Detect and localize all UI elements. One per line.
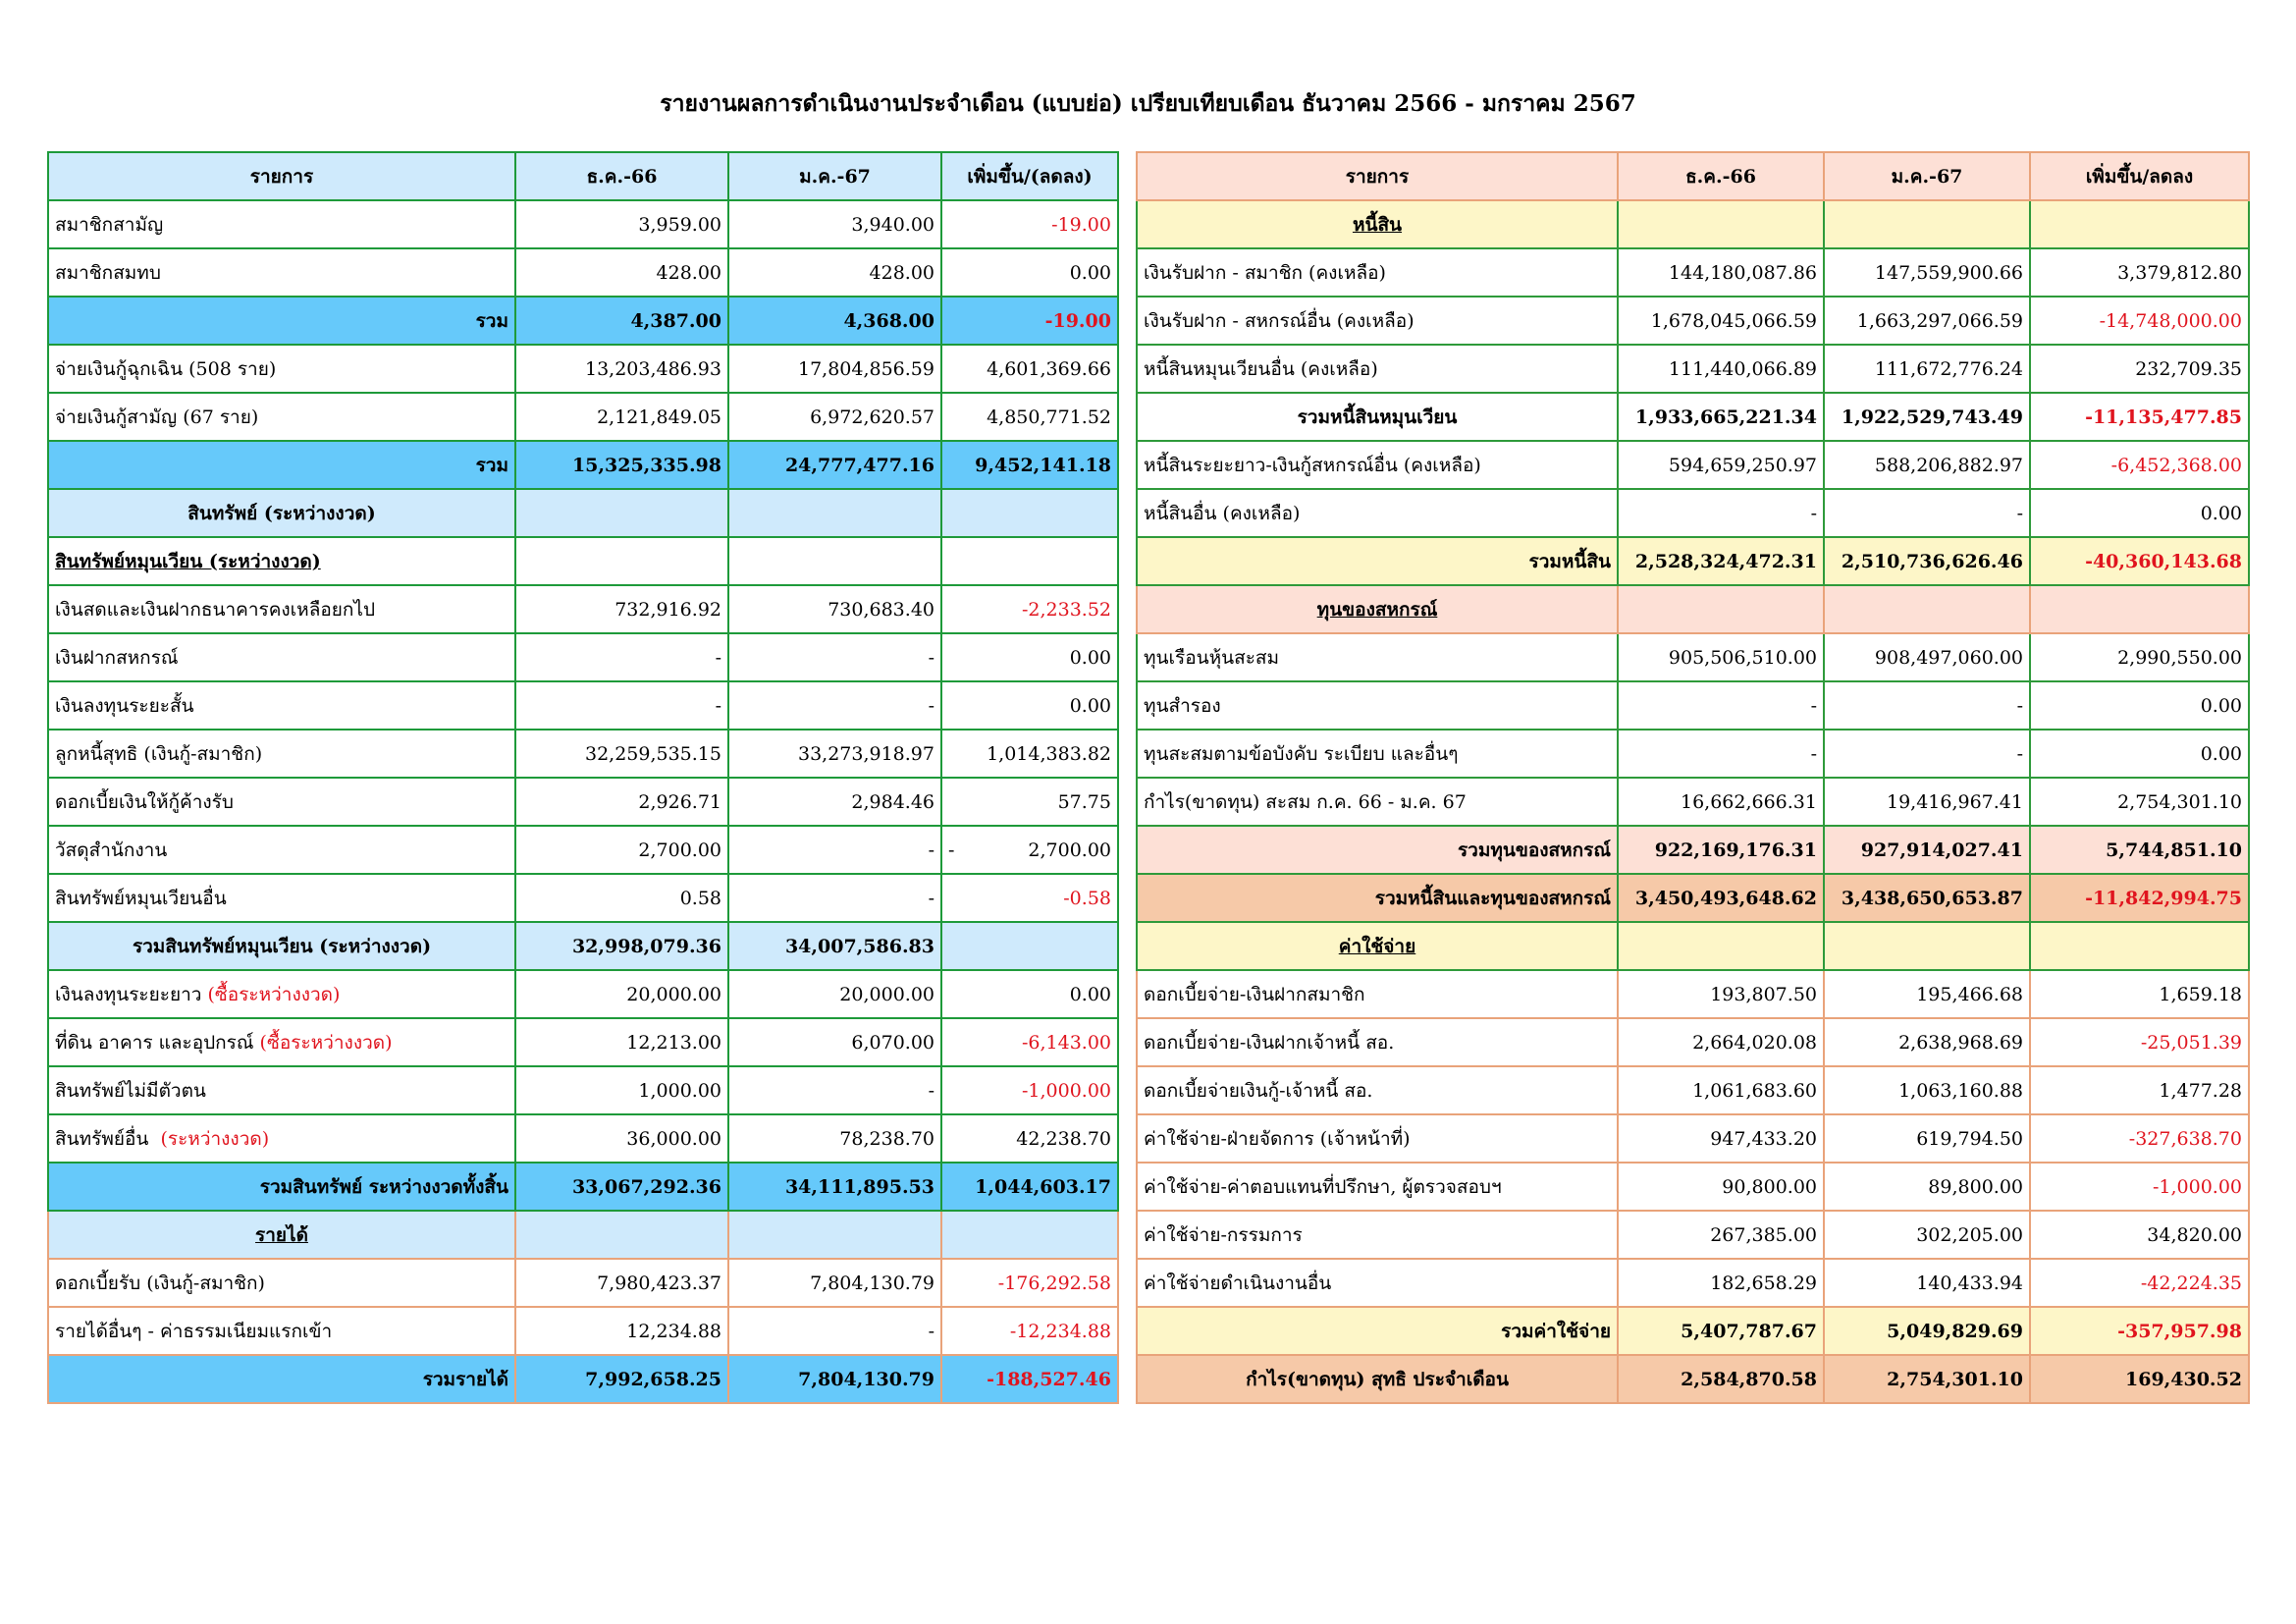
cell-jan67: 78,238.70 xyxy=(728,1114,941,1163)
header-change: เพิ่มขึ้น/ลดลง xyxy=(2030,152,2249,200)
empty-cell xyxy=(1824,200,2030,248)
cell-dec66: 2,584,870.58 xyxy=(1618,1355,1824,1403)
cell-dec66: 947,433.20 xyxy=(1618,1114,1824,1163)
label-text: ที่ดิน อาคาร และอุปกรณ์ xyxy=(55,1031,254,1054)
cell-dec66: 1,678,045,066.59 xyxy=(1618,297,1824,345)
table-row xyxy=(1137,970,2249,1018)
table-row xyxy=(1137,681,2249,730)
cell-jan67: - xyxy=(728,874,941,922)
section-label: ทุนของสหกรณ์ xyxy=(1137,585,1618,633)
empty-cell xyxy=(515,1211,728,1259)
cell-dec66: 0.58 xyxy=(515,874,728,922)
cell-change: -14,748,000.00 xyxy=(2030,297,2249,345)
label-note: (ระหว่างงวด) xyxy=(160,1127,270,1150)
cell-change: -1,000.00 xyxy=(2030,1163,2249,1211)
row-label: สมาชิกสามัญ xyxy=(48,200,515,248)
cell-jan67: 195,466.68 xyxy=(1824,970,2030,1018)
row-label: สมาชิกสมทบ xyxy=(48,248,515,297)
cell-jan67: 34,007,586.83 xyxy=(728,922,941,970)
row-label: ดอกเบี้ยเงินให้กู้ค้างรับ xyxy=(48,778,515,826)
cell-change: 5,744,851.10 xyxy=(2030,826,2249,874)
cell-jan67: 147,559,900.66 xyxy=(1824,248,2030,297)
cell-change: 169,430.52 xyxy=(2030,1355,2249,1403)
row-label: เงินฝากสหกรณ์ xyxy=(48,633,515,681)
cell-jan67: 7,804,130.79 xyxy=(728,1259,941,1307)
label-text: สินทรัพย์อื่น xyxy=(55,1127,149,1150)
header-item: รายการ xyxy=(1137,152,1618,200)
cell-jan67: 3,438,650,653.87 xyxy=(1824,874,2030,922)
cell-dec66: 5,407,787.67 xyxy=(1618,1307,1824,1355)
cell-change: 0.00 xyxy=(2030,489,2249,537)
cell-change: -40,360,143.68 xyxy=(2030,537,2249,585)
empty-cell xyxy=(1618,922,1824,970)
table-row xyxy=(48,1018,1118,1066)
total-row xyxy=(1137,874,2249,922)
table-row xyxy=(48,585,1118,633)
empty-cell xyxy=(941,1211,1118,1259)
table-row xyxy=(1137,489,2249,537)
empty-cell xyxy=(1824,585,2030,633)
cell-jan67: 588,206,882.97 xyxy=(1824,441,2030,489)
cell-jan67: - xyxy=(728,1307,941,1355)
cell-change: -327,638.70 xyxy=(2030,1114,2249,1163)
table-row xyxy=(48,1307,1118,1355)
row-label: รวมรายได้ xyxy=(48,1355,515,1403)
cell-dec66: - xyxy=(515,633,728,681)
table-header-row xyxy=(48,152,1118,200)
cell-jan67: 7,804,130.79 xyxy=(728,1355,941,1403)
row-label: ดอกเบี้ยรับ (เงินกู้-สมาชิก) xyxy=(48,1259,515,1307)
row-label: ดอกเบี้ยจ่าย-เงินฝากสมาชิก xyxy=(1137,970,1618,1018)
cell-dec66: 32,998,079.36 xyxy=(515,922,728,970)
cell-dec66: 1,933,665,221.34 xyxy=(1618,393,1824,441)
cell-jan67: - xyxy=(1824,730,2030,778)
right-summary-table xyxy=(1136,151,2250,1404)
table-row xyxy=(1137,1066,2249,1114)
cell-dec66: 905,506,510.00 xyxy=(1618,633,1824,681)
cell-change: 0.00 xyxy=(2030,681,2249,730)
row-label: สินทรัพย์หมุนเวียนอื่น xyxy=(48,874,515,922)
cell-change xyxy=(941,826,1118,874)
cell-change: -0.58 xyxy=(941,874,1118,922)
cell-dec66: 2,700.00 xyxy=(515,826,728,874)
cell-dec66: 1,061,683.60 xyxy=(1618,1066,1824,1114)
section-label: ค่าใช้จ่าย xyxy=(1137,922,1618,970)
cell-change: -19.00 xyxy=(941,297,1118,345)
cell-jan67: 3,940.00 xyxy=(728,200,941,248)
empty-cell xyxy=(2030,585,2249,633)
cell-change: 0.00 xyxy=(941,970,1118,1018)
empty-cell xyxy=(728,537,941,585)
cell-change: 57.75 xyxy=(941,778,1118,826)
table-row xyxy=(1137,1018,2249,1066)
cell-jan67: 730,683.40 xyxy=(728,585,941,633)
table-row xyxy=(48,826,1118,874)
table-row xyxy=(48,778,1118,826)
row-label: ค่าใช้จ่าย-กรรมการ xyxy=(1137,1211,1618,1259)
total-row xyxy=(48,441,1118,489)
cell-change: -42,224.35 xyxy=(2030,1259,2249,1307)
cell-dec66: 428.00 xyxy=(515,248,728,297)
cell-change: 34,820.00 xyxy=(2030,1211,2249,1259)
cell-change: 4,850,771.52 xyxy=(941,393,1118,441)
cell-jan67: 5,049,829.69 xyxy=(1824,1307,2030,1355)
cell-change: 1,014,383.82 xyxy=(941,730,1118,778)
table-row xyxy=(48,200,1118,248)
cell-jan67: - xyxy=(1824,489,2030,537)
total-row xyxy=(48,1355,1118,1403)
table-row xyxy=(48,730,1118,778)
table-row xyxy=(48,345,1118,393)
row-label: ทุนสำรอง xyxy=(1137,681,1618,730)
cell-dec66: 20,000.00 xyxy=(515,970,728,1018)
row-label: รวมสินทรัพย์ ระหว่างงวดทั้งสิ้น xyxy=(48,1163,515,1211)
empty-cell xyxy=(2030,200,2249,248)
stray-dash: - xyxy=(948,839,955,861)
empty-cell xyxy=(728,489,941,537)
cell-change: 1,659.18 xyxy=(2030,970,2249,1018)
table-row xyxy=(48,393,1118,441)
table-row xyxy=(48,874,1118,922)
cell-change: 0.00 xyxy=(941,248,1118,297)
cell-change: -11,842,994.75 xyxy=(2030,874,2249,922)
section-label: รายได้ xyxy=(48,1211,515,1259)
label-text: เงินลงทุนระยะยาว xyxy=(55,983,202,1005)
cell-jan67: 33,273,918.97 xyxy=(728,730,941,778)
cell-dec66: 3,959.00 xyxy=(515,200,728,248)
cell-jan67: 4,368.00 xyxy=(728,297,941,345)
cell-dec66: 922,169,176.31 xyxy=(1618,826,1824,874)
change-value: 2,700.00 xyxy=(1028,839,1111,861)
cell-jan67: 140,433.94 xyxy=(1824,1259,2030,1307)
total-row xyxy=(1137,826,2249,874)
empty-cell xyxy=(2030,922,2249,970)
table-row xyxy=(1137,297,2249,345)
cell-dec66: 90,800.00 xyxy=(1618,1163,1824,1211)
header-dec66: ธ.ค.-66 xyxy=(1618,152,1824,200)
row-label: ค่าใช้จ่าย-ค่าตอบแทนที่ปรึกษา, ผู้ตรวจสอบฯ xyxy=(1137,1163,1618,1211)
section-label: สินทรัพย์หมุนเวียน (ระหว่างงวด) xyxy=(48,537,515,585)
total-row xyxy=(1137,1355,2249,1403)
table-row xyxy=(48,1114,1118,1163)
table-row xyxy=(1137,730,2249,778)
table-row xyxy=(1137,1211,2249,1259)
cell-jan67: 111,672,776.24 xyxy=(1824,345,2030,393)
cell-change: 2,754,301.10 xyxy=(2030,778,2249,826)
cell-dec66: 7,980,423.37 xyxy=(515,1259,728,1307)
table-row xyxy=(1137,441,2249,489)
header-dec66: ธ.ค.-66 xyxy=(515,152,728,200)
table-header-row xyxy=(1137,152,2249,200)
cell-change: -6,452,368.00 xyxy=(2030,441,2249,489)
cell-jan67: 302,205.00 xyxy=(1824,1211,2030,1259)
header-jan67: ม.ค.-67 xyxy=(728,152,941,200)
section-label: หนี้สิน xyxy=(1137,200,1618,248)
row-label: ค่าใช้จ่ายดำเนินงานอื่น xyxy=(1137,1259,1618,1307)
cell-jan67: - xyxy=(728,681,941,730)
empty-cell xyxy=(728,1211,941,1259)
table-row xyxy=(1137,1259,2249,1307)
cell-jan67: 428.00 xyxy=(728,248,941,297)
cell-change: 0.00 xyxy=(941,633,1118,681)
cell-jan67: 19,416,967.41 xyxy=(1824,778,2030,826)
total-row xyxy=(48,1163,1118,1211)
row-label: รวมค่าใช้จ่าย xyxy=(1137,1307,1618,1355)
cell-dec66: 12,213.00 xyxy=(515,1018,728,1066)
cell-dec66: 33,067,292.36 xyxy=(515,1163,728,1211)
table-row xyxy=(1137,633,2249,681)
cell-dec66: 144,180,087.86 xyxy=(1618,248,1824,297)
cell-jan67: 619,794.50 xyxy=(1824,1114,2030,1163)
cell-change: -12,234.88 xyxy=(941,1307,1118,1355)
report-title: รายงานผลการดำเนินงานประจำเดือน (แบบย่อ) เปรียบเทียบเดือน ธันวาคม 2566 - มกราคม 2567 xyxy=(660,90,1636,117)
section-row xyxy=(1137,922,2249,970)
row-label: เงินลงทุนระยะสั้น xyxy=(48,681,515,730)
empty-cell xyxy=(1618,200,1824,248)
row-label: รวมทุนของสหกรณ์ xyxy=(1137,826,1618,874)
row-label xyxy=(48,970,515,1018)
cell-dec66: 2,926.71 xyxy=(515,778,728,826)
cell-dec66: - xyxy=(1618,681,1824,730)
cell-dec66: 2,664,020.08 xyxy=(1618,1018,1824,1066)
cell-change: 9,452,141.18 xyxy=(941,441,1118,489)
row-label: รายได้อื่นๆ - ค่าธรรมเนียมแรกเข้า xyxy=(48,1307,515,1355)
cell-jan67: 2,984.46 xyxy=(728,778,941,826)
row-label: รวมหนี้สิน xyxy=(1137,537,1618,585)
cell-dec66: 36,000.00 xyxy=(515,1114,728,1163)
total-row xyxy=(1137,393,2249,441)
row-label xyxy=(48,1114,515,1163)
total-row xyxy=(48,922,1118,970)
cell-dec66: 2,121,849.05 xyxy=(515,393,728,441)
table-row xyxy=(1137,778,2249,826)
row-label: รวม xyxy=(48,297,515,345)
table-row xyxy=(48,633,1118,681)
cell-jan67: 2,510,736,626.46 xyxy=(1824,537,2030,585)
cell-change: 1,477.28 xyxy=(2030,1066,2249,1114)
cell-dec66: 16,662,666.31 xyxy=(1618,778,1824,826)
cell-jan67: 17,804,856.59 xyxy=(728,345,941,393)
cell-dec66: 12,234.88 xyxy=(515,1307,728,1355)
cell-change: -357,957.98 xyxy=(2030,1307,2249,1355)
section-row xyxy=(1137,200,2249,248)
row-label: เงินรับฝาก - สหกรณ์อื่น (คงเหลือ) xyxy=(1137,297,1618,345)
section-label: สินทรัพย์ (ระหว่างงวด) xyxy=(48,489,515,537)
header-jan67: ม.ค.-67 xyxy=(1824,152,2030,200)
cell-jan67: 20,000.00 xyxy=(728,970,941,1018)
cell-dec66: 4,387.00 xyxy=(515,297,728,345)
table-row xyxy=(48,248,1118,297)
table-row xyxy=(48,1259,1118,1307)
cell-change: -6,143.00 xyxy=(941,1018,1118,1066)
cell-jan67: 2,638,968.69 xyxy=(1824,1018,2030,1066)
cell-jan67: 6,972,620.57 xyxy=(728,393,941,441)
cell-dec66: - xyxy=(1618,489,1824,537)
row-label: สินทรัพย์ไม่มีตัวตน xyxy=(48,1066,515,1114)
empty-cell xyxy=(941,922,1118,970)
cell-change: 0.00 xyxy=(2030,730,2249,778)
cell-dec66: - xyxy=(1618,730,1824,778)
table-row xyxy=(1137,248,2249,297)
cell-jan67: 24,777,477.16 xyxy=(728,441,941,489)
cell-jan67: - xyxy=(1824,681,2030,730)
row-label xyxy=(48,1018,515,1066)
cell-dec66: 267,385.00 xyxy=(1618,1211,1824,1259)
row-label: ลูกหนี้สุทธิ (เงินกู้-สมาชิก) xyxy=(48,730,515,778)
cell-jan67: 1,063,160.88 xyxy=(1824,1066,2030,1114)
table-row xyxy=(1137,345,2249,393)
cell-jan67: 89,800.00 xyxy=(1824,1163,2030,1211)
empty-cell xyxy=(941,489,1118,537)
cell-change: 2,990,550.00 xyxy=(2030,633,2249,681)
left-summary-table xyxy=(47,151,1119,1404)
cell-jan67: 908,497,060.00 xyxy=(1824,633,2030,681)
cell-jan67: 1,922,529,743.49 xyxy=(1824,393,2030,441)
row-label: ดอกเบี้ยจ่ายเงินกู้-เจ้าหนี้ สอ. xyxy=(1137,1066,1618,1114)
cell-jan67: - xyxy=(728,633,941,681)
cell-change: -2,233.52 xyxy=(941,585,1118,633)
section-row xyxy=(48,489,1118,537)
table-row xyxy=(48,1066,1118,1114)
empty-cell xyxy=(1824,922,2030,970)
row-label: ทุนสะสมตามข้อบังคับ ระเบียบ และอื่นๆ xyxy=(1137,730,1618,778)
row-label: รวมหนี้สินและทุนของสหกรณ์ xyxy=(1137,874,1618,922)
header-item: รายการ xyxy=(48,152,515,200)
section-row xyxy=(48,1211,1118,1259)
cell-dec66: 1,000.00 xyxy=(515,1066,728,1114)
cell-change: 0.00 xyxy=(941,681,1118,730)
cell-jan67: 2,754,301.10 xyxy=(1824,1355,2030,1403)
row-label: ดอกเบี้ยจ่าย-เงินฝากเจ้าหนี้ สอ. xyxy=(1137,1018,1618,1066)
row-label: เงินสดและเงินฝากธนาคารคงเหลือยกไป xyxy=(48,585,515,633)
cell-dec66: 182,658.29 xyxy=(1618,1259,1824,1307)
total-row xyxy=(1137,537,2249,585)
empty-cell xyxy=(515,537,728,585)
table-row xyxy=(48,681,1118,730)
cell-dec66: 7,992,658.25 xyxy=(515,1355,728,1403)
section-row xyxy=(48,537,1118,585)
cell-change: 3,379,812.80 xyxy=(2030,248,2249,297)
row-label: กำไร(ขาดทุน) สุทธิ ประจำเดือน xyxy=(1137,1355,1618,1403)
cell-jan67: 6,070.00 xyxy=(728,1018,941,1066)
cell-change: -188,527.46 xyxy=(941,1355,1118,1403)
cell-dec66: 15,325,335.98 xyxy=(515,441,728,489)
header-change: เพิ่มขึ้น/(ลดลง) xyxy=(941,152,1118,200)
label-note: (ซื้อระหว่างงวด) xyxy=(207,983,341,1005)
cell-change: -25,051.39 xyxy=(2030,1018,2249,1066)
cell-jan67: 927,914,027.41 xyxy=(1824,826,2030,874)
cell-change: -1,000.00 xyxy=(941,1066,1118,1114)
cell-dec66: 13,203,486.93 xyxy=(515,345,728,393)
cell-change: 42,238.70 xyxy=(941,1114,1118,1163)
cell-dec66: 32,259,535.15 xyxy=(515,730,728,778)
row-label: วัสดุสำนักงาน xyxy=(48,826,515,874)
total-row xyxy=(48,297,1118,345)
row-label: เงินรับฝาก - สมาชิก (คงเหลือ) xyxy=(1137,248,1618,297)
cell-dec66: 594,659,250.97 xyxy=(1618,441,1824,489)
row-label: จ่ายเงินกู้ฉุกเฉิน (508 ราย) xyxy=(48,345,515,393)
table-row xyxy=(1137,1114,2249,1163)
cell-change: 4,601,369.66 xyxy=(941,345,1118,393)
cell-dec66: - xyxy=(515,681,728,730)
cell-dec66: 2,528,324,472.31 xyxy=(1618,537,1824,585)
label-note: (ซื้อระหว่างงวด) xyxy=(259,1031,393,1054)
cell-change: -176,292.58 xyxy=(941,1259,1118,1307)
cell-change: -11,135,477.85 xyxy=(2030,393,2249,441)
cell-change: -19.00 xyxy=(941,200,1118,248)
empty-cell xyxy=(941,537,1118,585)
row-label: จ่ายเงินกู้สามัญ (67 ราย) xyxy=(48,393,515,441)
cell-dec66: 193,807.50 xyxy=(1618,970,1824,1018)
total-row xyxy=(1137,1307,2249,1355)
row-label: รวมหนี้สินหมุนเวียน xyxy=(1137,393,1618,441)
row-label: หนี้สินหมุนเวียนอื่น (คงเหลือ) xyxy=(1137,345,1618,393)
row-label: รวม xyxy=(48,441,515,489)
row-label: กำไร(ขาดทุน) สะสม ก.ค. 66 - ม.ค. 67 xyxy=(1137,778,1618,826)
row-label: หนี้สินอื่น (คงเหลือ) xyxy=(1137,489,1618,537)
cell-jan67: 1,663,297,066.59 xyxy=(1824,297,2030,345)
empty-cell xyxy=(515,489,728,537)
cell-change: 1,044,603.17 xyxy=(941,1163,1118,1211)
row-label: หนี้สินระยะยาว-เงินกู้สหกรณ์อื่น (คงเหลือ) xyxy=(1137,441,1618,489)
empty-cell xyxy=(1618,585,1824,633)
row-label: ทุนเรือนหุ้นสะสม xyxy=(1137,633,1618,681)
cell-jan67: - xyxy=(728,1066,941,1114)
row-label: ค่าใช้จ่าย-ฝ่ายจัดการ (เจ้าหน้าที่) xyxy=(1137,1114,1618,1163)
cell-jan67: 34,111,895.53 xyxy=(728,1163,941,1211)
cell-dec66: 111,440,066.89 xyxy=(1618,345,1824,393)
table-row xyxy=(1137,1163,2249,1211)
cell-change: 232,709.35 xyxy=(2030,345,2249,393)
cell-jan67: - xyxy=(728,826,941,874)
cell-dec66: 3,450,493,648.62 xyxy=(1618,874,1824,922)
section-row xyxy=(1137,585,2249,633)
table-row xyxy=(48,970,1118,1018)
row-label: รวมสินทรัพย์หมุนเวียน (ระหว่างงวด) xyxy=(48,922,515,970)
cell-dec66: 732,916.92 xyxy=(515,585,728,633)
